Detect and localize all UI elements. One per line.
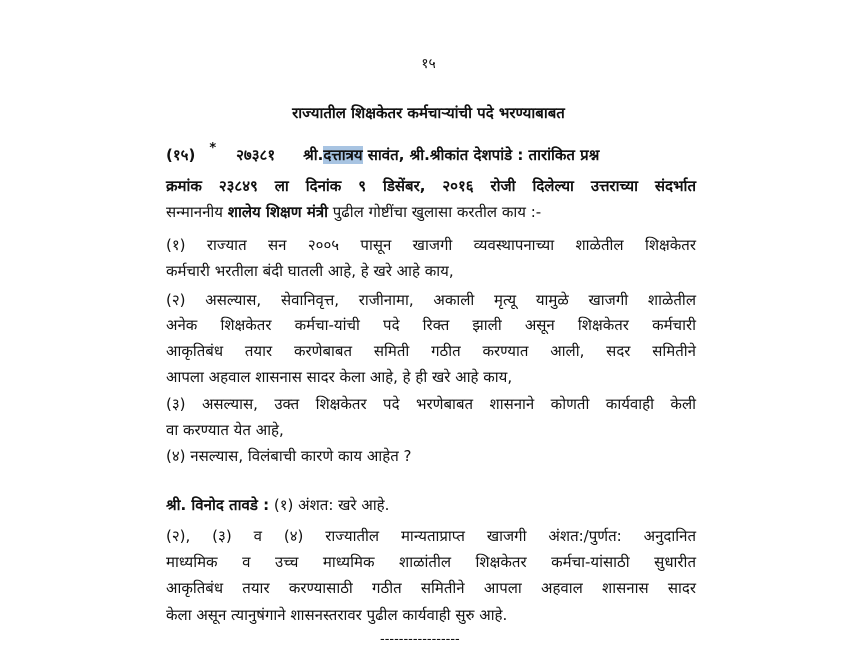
answer-line: (२), (३) व (४) राज्यातील मान्यताप्राप्त खाजगी अंशत:/पुर्णत: अनुदानित	[166, 527, 696, 545]
question-line: आपला अहवाल शासनास सादर केला आहे, हे ही खरे आहे काय,	[166, 368, 513, 386]
answer-line: केला असून त्यानुषंगाने शासनस्तरावर पुढील कार्यवाही सुरु आहे.	[166, 606, 508, 624]
intro-prefix: सन्माननीय	[166, 203, 228, 221]
member-highlight: दत्तात्रय	[323, 146, 363, 164]
intro-suffix: पुढील गोष्टींचा खुलासा करतील काय :-	[328, 203, 542, 221]
question-line: कर्मचारी भरतीला बंदी घातली आहे, हे खरे आहे काय,	[166, 262, 454, 280]
question-line: अनेक शिक्षकेतर कर्मचा-यांची पदे रिक्त झाली असून शिक्षकेतर कर्मचारी	[166, 316, 696, 334]
question-reference-line: क्रमांक २३८४९ ला दिनांक ९ डिसेंबर, २०१६ रोजी दिलेल्या उत्तराच्या संदर्भात	[166, 177, 696, 195]
minister-title: शालेय शिक्षण मंत्री	[227, 203, 329, 221]
question-number: (१५)	[166, 146, 196, 164]
question-header	[166, 141, 696, 167]
question-id: २७३८१	[236, 146, 276, 164]
document-title: राज्यातील शिक्षकेतर कर्मचाऱ्यांची पदे भरण्याबाबत	[292, 104, 565, 122]
question-line: (३) असल्यास, उक्त शिक्षकेतर पदे भरणेबाबत शासनाने कोणती कार्यवाही केली	[166, 395, 696, 413]
question-intro-line	[166, 202, 696, 222]
question-line: (२) असल्यास, सेवानिवृत्त, राजीनामा, अकाली मृत्यू यामुळे खाजगी शाळेतील	[166, 291, 696, 309]
question-line: (१) राज्यात सन २००५ पासून खाजगी व्यवस्थापनाच्या शाळेतील शिक्षकेतर	[166, 236, 696, 254]
question-line: (४) नसल्यास, विलंबाची कारणे काय आहेत ?	[166, 447, 412, 465]
separator: -----------------	[380, 632, 460, 647]
answer-minister: श्री. विनोद तावडे :	[166, 496, 270, 514]
question-line: वा करण्यात येत आहे,	[166, 421, 284, 439]
page-number: १५	[421, 56, 436, 72]
member-prefix: श्री.	[303, 146, 324, 164]
question-line: आकृतिबंध तयार करणेबाबत समिती गठीत करण्यात आली, सदर समितीने	[166, 342, 696, 360]
answer-line: माध्यमिक व उच्च माध्यमिक शाळांतील शिक्षकेतर कर्मचा-यांसाठी सुधारीत	[166, 553, 696, 571]
answer-first-line	[166, 495, 696, 515]
starred-mark: *	[209, 141, 217, 156]
answer-line: आकृतिबंध तयार करण्यासाठी गठीत समितीने आपला अहवाल शासनास सादर	[166, 579, 696, 597]
answer-part-one: (१) अंशत: खरे आहे.	[269, 496, 390, 514]
member-names: सावंत, श्री.श्रीकांत देशपांडे : तारांकित प्रश्न	[362, 146, 600, 164]
